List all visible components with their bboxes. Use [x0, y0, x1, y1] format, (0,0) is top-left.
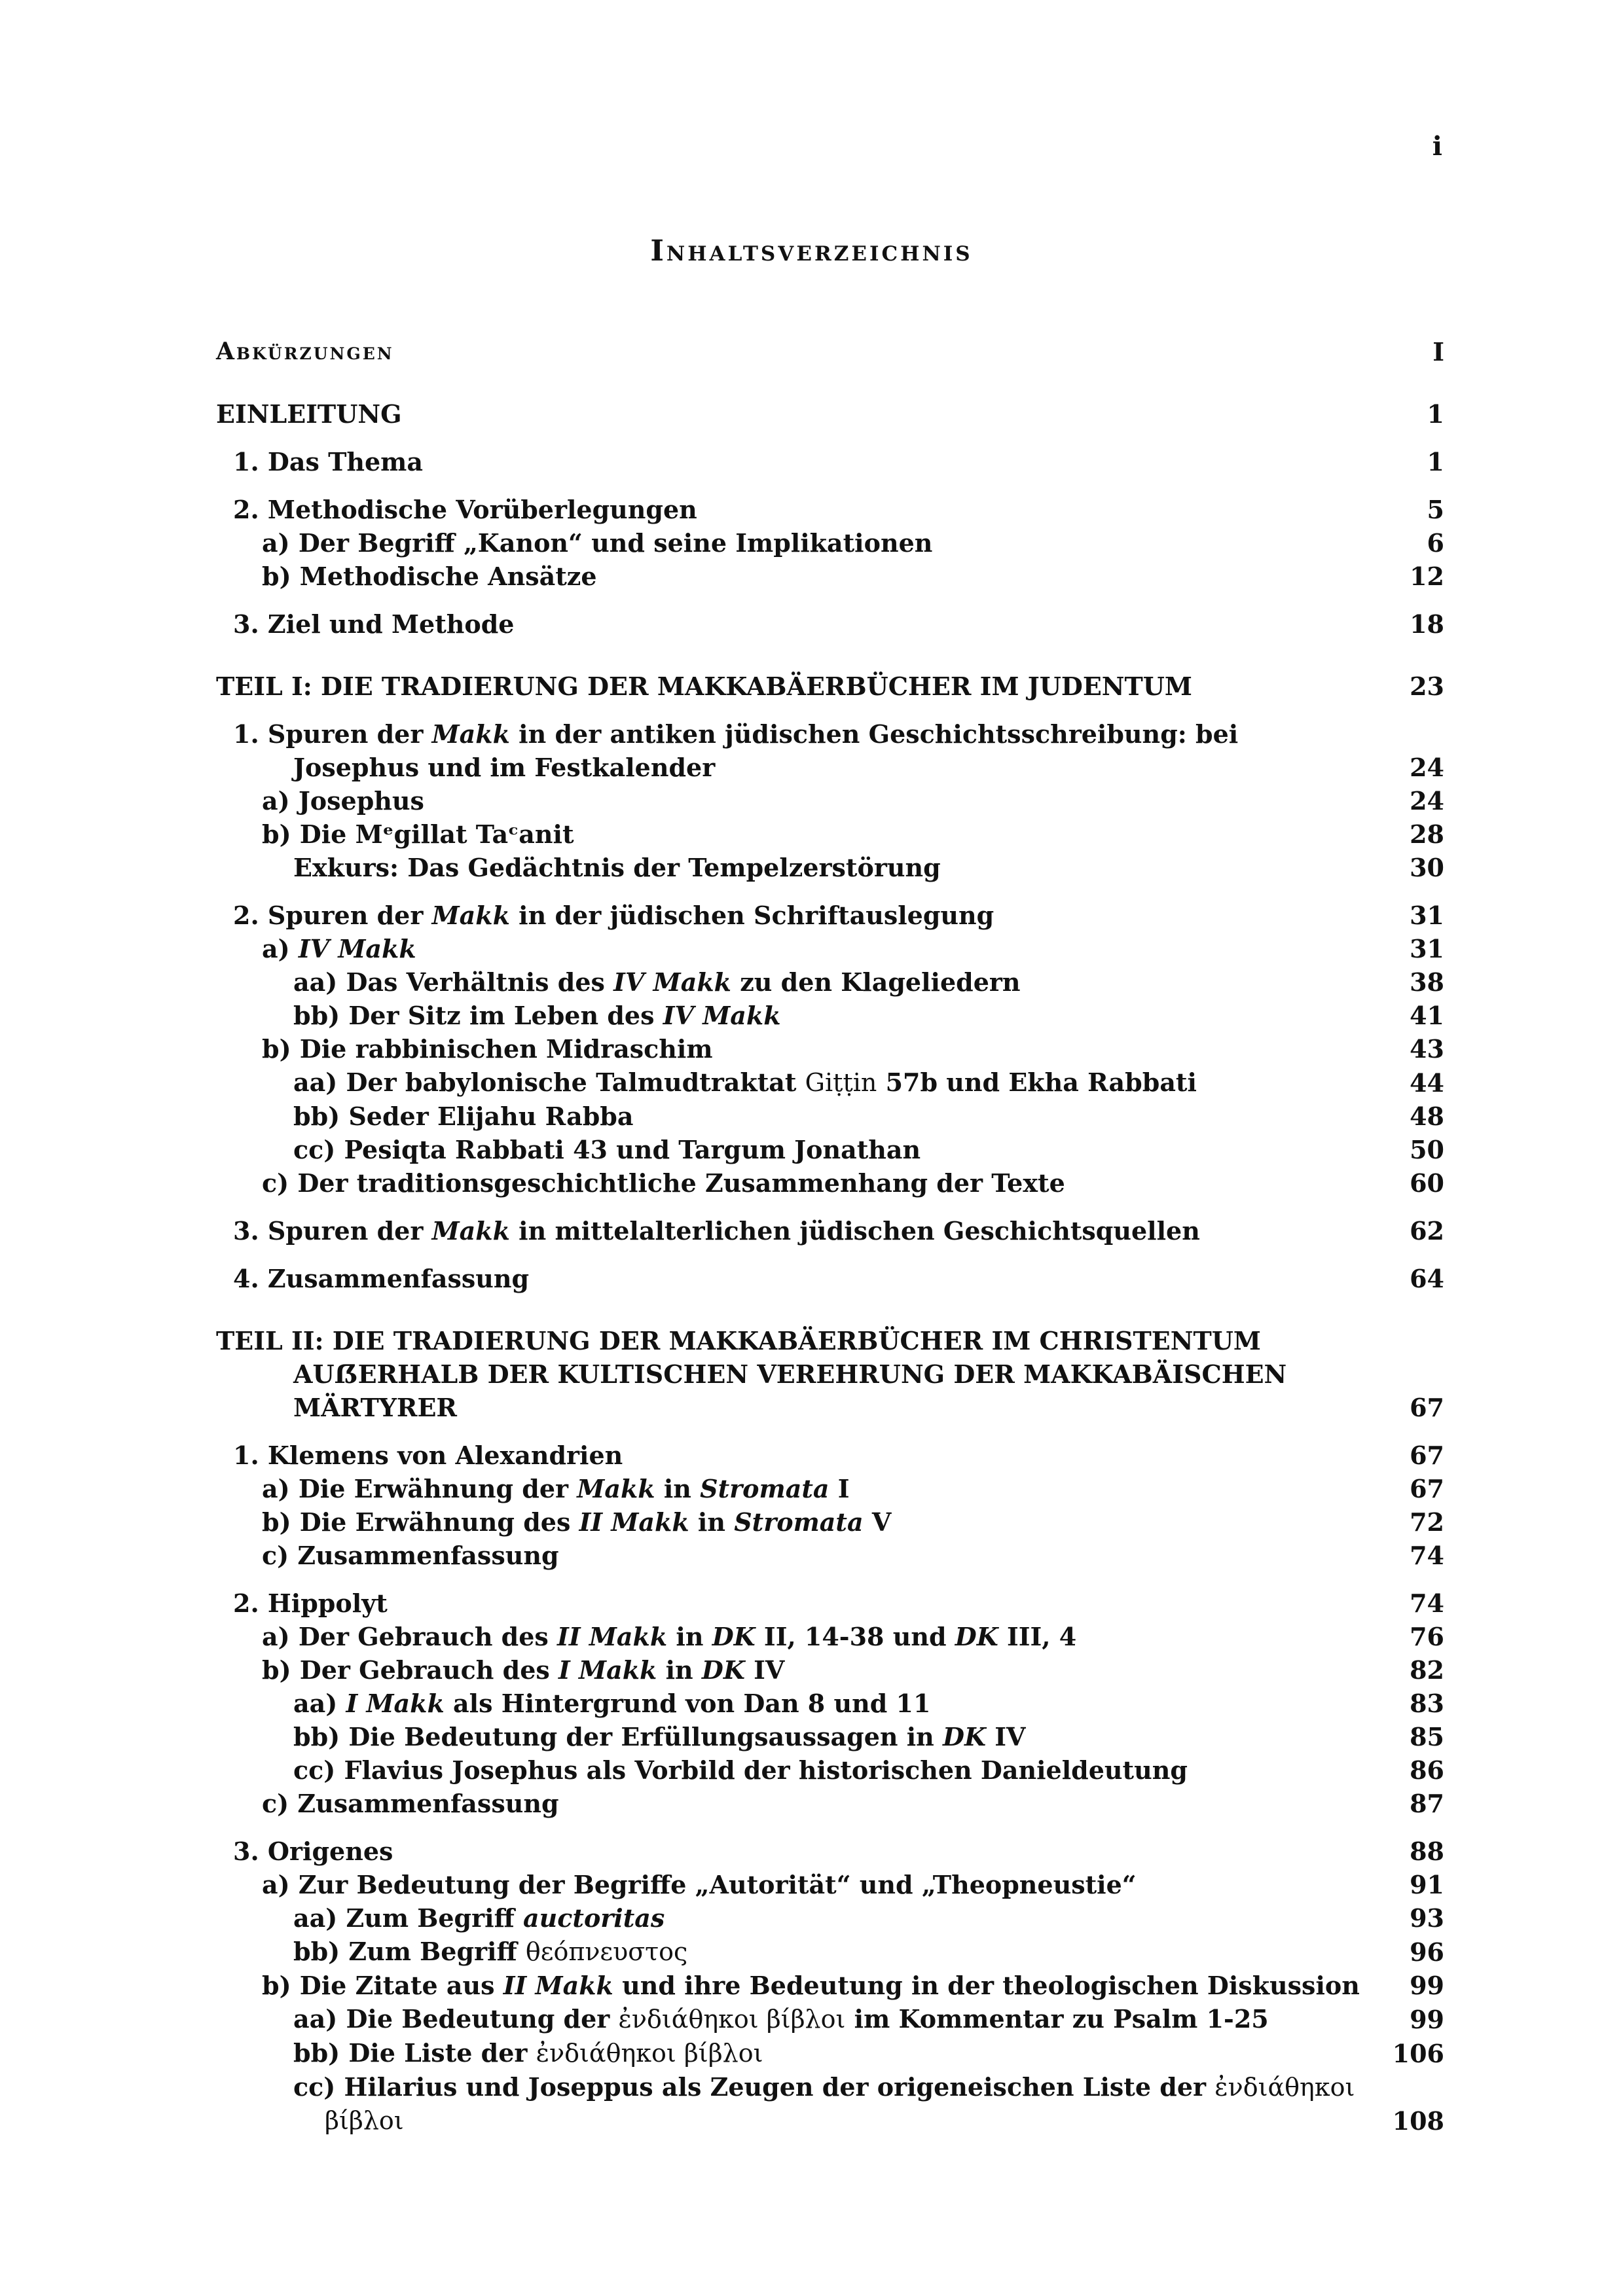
toc-entry[interactable] [216, 560, 1444, 593]
toc-entry-text: AUẞERHALB DER KULTISCHEN VEREHRUNG DER MAKKABÄISCHEN [293, 1359, 1287, 1389]
toc-entry[interactable] [216, 1587, 1444, 1620]
toc-entry-text: Exkurs: Das Gedächtnis der Tempelzerstörung [293, 853, 941, 882]
toc-page-number: 44 [1410, 1068, 1444, 1098]
toc-page-number: 23 [1410, 672, 1444, 701]
toc-entry[interactable] [216, 607, 1444, 641]
toc-entry[interactable] [216, 1620, 1444, 1653]
toc-page-number: 31 [1410, 901, 1444, 930]
toc-page-number: 5 [1427, 495, 1444, 524]
toc-entry-text: b) Die rabbinischen Midraschim [262, 1034, 713, 1064]
toc-page-number: I [1432, 337, 1444, 367]
toc-page-number: 74 [1410, 1588, 1444, 1618]
toc-entry-text: aa) Zum Begriff auctoritas [293, 1903, 665, 1933]
toc-entry[interactable] [216, 1969, 1444, 2002]
toc-entry-text: 3. Spuren der Makk in mittelalterlichen jüdischen Geschichtsquellen [233, 1216, 1200, 1246]
toc-page-number: 91 [1410, 1870, 1444, 1899]
toc-entry-text: a) Der Gebrauch des II Makk in DK II, 14-38 und DK III, 4 [262, 1622, 1077, 1651]
toc-entry[interactable] [216, 999, 1444, 1032]
toc-page-number: 83 [1410, 1689, 1444, 1718]
toc-entry[interactable] [216, 965, 1444, 999]
toc-entry[interactable] [216, 1262, 1444, 1295]
toc-entry[interactable] [216, 784, 1444, 817]
toc-entry-text: cc) Flavius Josephus als Vorbild der historischen Danieldeutung [293, 1755, 1188, 1785]
toc-entry[interactable] [216, 932, 1444, 965]
toc-page-number: 1 [1427, 447, 1444, 476]
toc-entry-text: b) Die Mᵉgillat Taᶜanit [262, 819, 574, 849]
toc-page-number: 106 [1392, 2039, 1444, 2068]
toc-entry-text: a) Der Begriff „Kanon“ und seine Implikationen [262, 528, 933, 558]
toc-page-number: 72 [1410, 1507, 1444, 1537]
toc-entry-text: 2. Spuren der Makk in der jüdischen Schriftauslegung [233, 901, 994, 930]
toc-entry[interactable] [216, 1066, 1444, 1100]
toc-entry-text: bb) Seder Elijahu Rabba [293, 1102, 634, 1131]
toc-entry[interactable] [216, 2002, 1444, 2036]
toc-entry-text: 1. Klemens von Alexandrien [233, 1441, 623, 1470]
toc-entry[interactable] [216, 1505, 1444, 1539]
toc-entry[interactable] [216, 2070, 1444, 2104]
toc-page-number: 24 [1410, 753, 1444, 782]
toc-page-number: 12 [1410, 562, 1444, 591]
toc-entry[interactable] [216, 1787, 1444, 1820]
toc-entry-text: b) Methodische Ansätze [262, 562, 597, 591]
toc-entry-text: a) Josephus [262, 786, 424, 816]
toc-entry-text: a) IV Makk [262, 934, 416, 963]
table-of-contents [216, 335, 1444, 2138]
toc-entry-text: Abkürzungen [216, 338, 394, 365]
toc-entry[interactable] [216, 1472, 1444, 1505]
toc-entry[interactable] [216, 1835, 1444, 1868]
toc-page-number: 74 [1410, 1541, 1444, 1570]
page-number: i [1432, 131, 1442, 162]
toc-page-number: 50 [1410, 1135, 1444, 1164]
toc-entry-text: 3. Origenes [233, 1837, 393, 1866]
toc-page-number: 18 [1410, 609, 1444, 639]
toc-entry-text: 3. Ziel und Methode [233, 609, 515, 639]
toc-entry-text: cc) Pesiqta Rabbati 43 und Targum Jonathan [293, 1135, 921, 1164]
toc-entry[interactable] [216, 1653, 1444, 1687]
toc-page-number: 86 [1410, 1755, 1444, 1785]
toc-page-number: 76 [1410, 1622, 1444, 1651]
toc-entry-text: bb) Zum Begriff θεόπνευστος [293, 1937, 688, 1966]
toc-page-number: 31 [1410, 934, 1444, 963]
toc-entry[interactable] [216, 493, 1444, 526]
toc-entry[interactable] [216, 335, 1444, 368]
toc-entry-text: b) Die Erwähnung des II Makk in Stromata V [262, 1507, 892, 1537]
toc-entry[interactable] [216, 751, 1444, 784]
toc-entry-text: aa) I Makk als Hintergrund von Dan 8 und 11 [293, 1689, 931, 1718]
toc-page-number: 99 [1410, 2005, 1444, 2034]
toc-page-number: 6 [1427, 528, 1444, 558]
toc-entry[interactable] [216, 817, 1444, 851]
toc-entry[interactable] [216, 1439, 1444, 1472]
toc-entry[interactable] [216, 2104, 1444, 2138]
toc-entry[interactable] [216, 1539, 1444, 1572]
toc-entry-text: TEIL II: DIE TRADIERUNG DER MAKKABÄERBÜCHER IM CHRISTENTUM [216, 1326, 1261, 1355]
toc-entry-text: c) Der traditionsgeschichtliche Zusammenhang der Texte [262, 1168, 1065, 1198]
toc-page-number: 62 [1410, 1216, 1444, 1246]
toc-entry-text: Josephus und im Festkalender [293, 753, 716, 782]
toc-entry-text: bb) Die Liste der ἐνδιάθηκοι βίβλοι [293, 2038, 763, 2068]
toc-entry-text: b) Der Gebrauch des I Makk in DK IV [262, 1655, 785, 1685]
toc-entry[interactable] [216, 397, 1444, 431]
toc-entry[interactable] [216, 1391, 1444, 1424]
toc-entry-text: cc) Hilarius und Joseppus als Zeugen der origeneischen Liste der ἐνδιάθηκοι [293, 2072, 1355, 2102]
toc-entry[interactable] [216, 1166, 1444, 1200]
toc-page-number: 28 [1410, 819, 1444, 849]
toc-entry-text: aa) Das Verhältnis des IV Makk zu den Klageliedern [293, 967, 1021, 997]
toc-page-number: 67 [1410, 1474, 1444, 1503]
toc-page-number: 67 [1410, 1441, 1444, 1470]
toc-page-number: 82 [1410, 1655, 1444, 1685]
toc-entry[interactable] [216, 445, 1444, 478]
toc-page-number: 24 [1410, 786, 1444, 816]
toc-page-number: 85 [1410, 1722, 1444, 1751]
toc-entry-text: 1. Das Thema [233, 447, 424, 476]
toc-entry[interactable] [216, 1100, 1444, 1133]
toc-entry-text: a) Zur Bedeutung der Begriffe „Autorität“ und „Theopneustie“ [262, 1870, 1137, 1899]
toc-page-number: 99 [1410, 1971, 1444, 2000]
toc-entry-text: c) Zusammenfassung [262, 1789, 559, 1818]
toc-page-number: 41 [1410, 1001, 1444, 1030]
toc-entry[interactable] [216, 526, 1444, 560]
toc-entry[interactable] [216, 1214, 1444, 1247]
toc-page-number: 93 [1410, 1903, 1444, 1933]
toc-entry-text: aa) Die Bedeutung der ἐνδιάθηκοι βίβλοι im Kommentar zu Psalm 1-25 [293, 2004, 1269, 2034]
toc-page-number: 88 [1410, 1837, 1444, 1866]
toc-page-number: 87 [1410, 1789, 1444, 1818]
toc-entry[interactable] [216, 1901, 1444, 1935]
toc-entry[interactable] [216, 1324, 1444, 1357]
toc-entry-text: 2. Hippolyt [233, 1588, 388, 1618]
toc-entry-text: aa) Der babylonische Talmudtraktat Giṭṭin 57b und Ekha Rabbati [293, 1067, 1197, 1097]
toc-entry[interactable] [216, 670, 1444, 703]
toc-entry[interactable] [216, 1357, 1444, 1391]
toc-entry-text: EINLEITUNG [216, 399, 402, 429]
toc-page-number: 38 [1410, 967, 1444, 997]
toc-entry-text: TEIL I: DIE TRADIERUNG DER MAKKABÄERBÜCHER IM JUDENTUM [216, 672, 1192, 701]
toc-page-number: 60 [1410, 1168, 1444, 1198]
toc-entry[interactable] [216, 1687, 1444, 1720]
toc-entry[interactable] [216, 1032, 1444, 1066]
toc-entry[interactable] [216, 899, 1444, 932]
toc-page-number: 1 [1427, 399, 1444, 429]
toc-page-number: 30 [1410, 853, 1444, 882]
toc-entry-text: b) Die Zitate aus II Makk und ihre Bedeutung in der theologischen Diskussion [262, 1971, 1360, 2000]
toc-entry-text: 4. Zusammenfassung [233, 1264, 530, 1293]
toc-entry[interactable] [216, 717, 1444, 751]
toc-entry[interactable] [216, 851, 1444, 884]
toc-entry[interactable] [216, 1753, 1444, 1787]
toc-entry-text: bb) Der Sitz im Leben des IV Makk [293, 1001, 781, 1030]
toc-page-number: 48 [1410, 1102, 1444, 1131]
toc-entry-text: βίβλοι [325, 2106, 404, 2135]
toc-entry[interactable] [216, 1935, 1444, 1969]
toc-entry-text: 1. Spuren der Makk in der antiken jüdischen Geschichtsschreibung: bei [233, 719, 1239, 749]
page-title: Inhaltsverzeichnis [650, 234, 973, 268]
toc-entry[interactable] [216, 2036, 1444, 2070]
toc-page-number: 108 [1392, 2106, 1444, 2136]
toc-entry-text: a) Die Erwähnung der Makk in Stromata I [262, 1474, 850, 1503]
toc-page-number: 43 [1410, 1034, 1444, 1064]
toc-page-number: 67 [1410, 1393, 1444, 1422]
toc-entry[interactable] [216, 1720, 1444, 1753]
toc-entry-text: bb) Die Bedeutung der Erfüllungsaussagen in DK IV [293, 1722, 1026, 1751]
toc-page-number: 96 [1410, 1937, 1444, 1967]
toc-entry[interactable] [216, 1868, 1444, 1901]
toc-page-number: 64 [1410, 1264, 1444, 1293]
toc-entry-text: 2. Methodische Vorüberlegungen [233, 495, 697, 524]
toc-entry-text: c) Zusammenfassung [262, 1541, 559, 1570]
toc-entry-text: MÄRTYRER [293, 1393, 457, 1422]
toc-entry[interactable] [216, 1133, 1444, 1166]
